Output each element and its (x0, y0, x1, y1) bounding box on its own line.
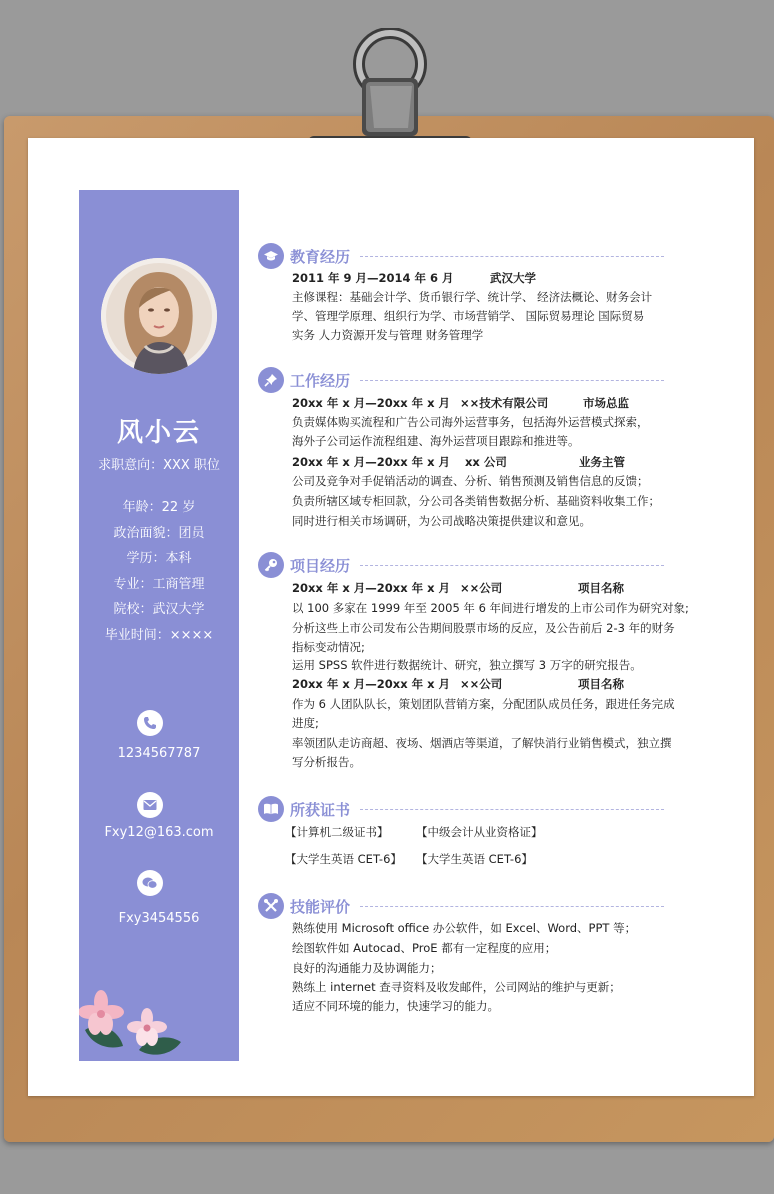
job-detail: 负责所辖区域专柜回款，分公司各类销售数据分析、基础资料收集工作； (292, 494, 660, 508)
graduation-cap-icon (258, 243, 284, 269)
project-detail: 写分析报告。 (292, 755, 361, 769)
job-company: ××技术有限公司 (460, 396, 549, 410)
certificate-item: 【大学生英语 CET-6】 (416, 852, 533, 866)
work-title: 工作经历 (290, 372, 351, 390)
skill-line: 绘图软件如 Autocad、ProE 都有一定程度的应用； (292, 941, 557, 955)
chat-icon (137, 870, 163, 896)
skills-title: 技能评价 (290, 898, 351, 916)
job-period: 20xx 年 x 月—20xx 年 x 月 (292, 396, 451, 410)
project-period: 20xx 年 x 月—20xx 年 x 月 (292, 581, 451, 595)
certificate-title: 所获证书 (290, 801, 351, 819)
job-detail: 同时进行相关市场调研，为公司战略决策提供建议和意见。 (292, 514, 591, 528)
skill-line: 适应不同环境的能力，快速学习的能力。 (292, 999, 499, 1013)
project-detail: 以 100 多家在 1999 年至 2005 年 6 年间进行增发的上市公司作为研究对象; (292, 601, 689, 615)
key-icon (258, 552, 284, 578)
certificate-item: 【大学生英语 CET-6】 (285, 852, 402, 866)
phone-number: 1234567787 (117, 746, 201, 761)
certificate-section-header (258, 796, 664, 822)
education-school: 武汉大学 (490, 271, 536, 285)
wechat-id: Fxy3454556 (118, 911, 200, 926)
course-line: 实务 人力资源开发与管理 财务管理学 (292, 328, 484, 342)
skill-line: 熟练使用 Microsoft office 办公软件，如 Excel、Word、PPT 等； (292, 921, 637, 935)
skills-section-header (258, 893, 664, 919)
project-detail: 运用 SPSS 软件进行数据统计、研究，独立撰写 3 万字的研究报告。 (292, 658, 642, 672)
education-section-header (258, 243, 664, 269)
pin-icon (258, 367, 284, 393)
course-line: 主修课程：基础会计学、货币银行学、统计学、 经济法概论、财务会计 (292, 290, 653, 304)
education-period: 2011 年 9 月—2014 年 6 月 (292, 271, 454, 285)
divider (360, 380, 664, 381)
job-role: 市场总监 (583, 396, 629, 410)
divider (360, 809, 664, 810)
avatar (101, 258, 217, 374)
education-title: 教育经历 (290, 248, 351, 266)
job-detail: 公司及竞争对手促销活动的调查、分析、销售预测及销售信息的反馈； (292, 474, 649, 488)
project-detail: 指标变动情况; (292, 640, 365, 654)
graduation-time: 毕业时间：×××× (104, 628, 214, 643)
project-company: ××公司 (460, 677, 503, 691)
book-icon (258, 796, 284, 822)
project-detail: 率领团队走访商超、夜场、烟酒店等渠道，了解快消行业销售模式，独立撰 (292, 736, 672, 750)
project-title: 项目经历 (290, 557, 351, 575)
email-address: Fxy12@163.com (104, 825, 214, 840)
phone-icon (137, 710, 163, 736)
divider (360, 906, 664, 907)
project-detail: 作为 6 人团队队长，策划团队营销方案，分配团队成员任务，跟进任务完成 (292, 697, 675, 711)
profile-sidebar (79, 190, 239, 1061)
mail-icon (137, 792, 163, 818)
job-period: 20xx 年 x 月—20xx 年 x 月 (292, 455, 451, 469)
project-detail: 分析这些上市公司发布公告期间股票市场的反应，及公告前后 2-3 年的财务 (292, 621, 675, 635)
job-intent: 求职意向：XXX 职位 (98, 458, 220, 473)
education-degree: 学历：本科 (126, 551, 192, 566)
job-detail: 负责媒体购买流程和广告公司海外运营事务，包括海外运营模式探索， (292, 415, 649, 429)
job-role: 业务主管 (579, 455, 625, 469)
project-section-header (258, 552, 664, 578)
project-period: 20xx 年 x 月—20xx 年 x 月 (292, 677, 451, 691)
tools-icon (258, 893, 284, 919)
certificate-item: 【中级会计从业资格证】 (416, 825, 543, 839)
job-detail: 海外子公司运作流程组建、海外运营项目跟踪和推进等。 (292, 434, 580, 448)
skill-line: 良好的沟通能力及协调能力； (292, 961, 442, 975)
skill-line: 熟练上 internet 查寻资料及收发邮件，公司网站的维护与更新； (292, 980, 621, 994)
project-name: 项目名称 (578, 581, 624, 595)
project-name: 项目名称 (578, 677, 624, 691)
candidate-name: 风小云 (116, 418, 201, 448)
project-company: ××公司 (460, 581, 503, 595)
course-line: 学、管理学原理、组织行为学、市场营销学、 国际贸易理论 国际贸易 (292, 309, 645, 323)
political-status: 政治面貌：团员 (113, 526, 205, 541)
divider (360, 565, 664, 566)
certificate-item: 【计算机二级证书】 (285, 825, 389, 839)
school: 院校：武汉大学 (113, 602, 205, 617)
project-detail: 进度; (292, 716, 319, 730)
flower-decoration (79, 990, 189, 1061)
major: 专业：工商管理 (113, 577, 205, 592)
age: 年龄：22 岁 (122, 500, 196, 515)
divider (360, 256, 664, 257)
job-company: xx 公司 (465, 455, 507, 469)
work-section-header (258, 367, 664, 393)
